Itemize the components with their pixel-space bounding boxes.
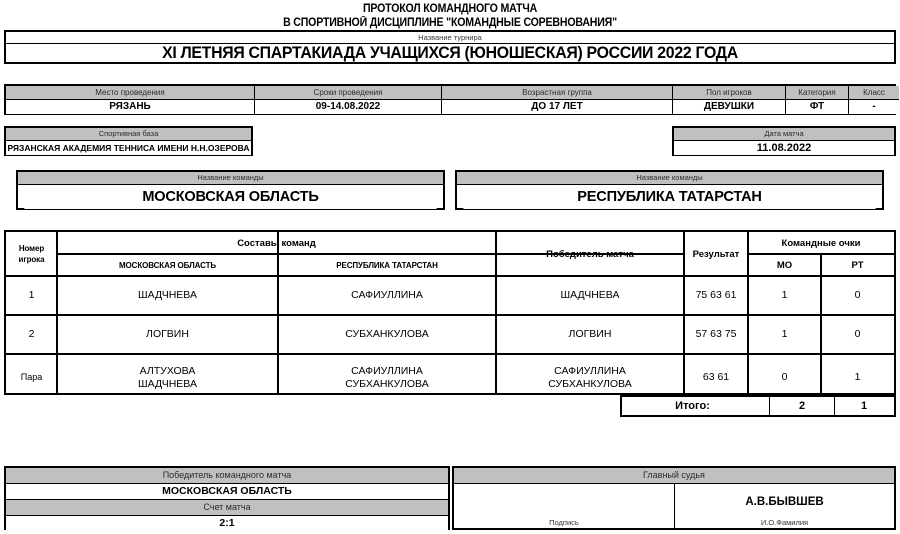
header-team-points: Командные очки bbox=[781, 237, 861, 249]
info-header-4: Пол игроков bbox=[673, 86, 785, 100]
home-team-block bbox=[16, 170, 445, 210]
header-rosters: Составы команд bbox=[237, 237, 316, 249]
venue-value: РЯЗАНСКАЯ АКАДЕМИЯ ТЕННИСА ИМЕНИ Н.Н.ОЗЕРОВА bbox=[7, 143, 250, 153]
winner-label: Победитель командного матча bbox=[6, 468, 448, 484]
row-points-away: 1 bbox=[854, 371, 861, 383]
info-column-1 bbox=[6, 86, 255, 113]
info-value-5: ФТ bbox=[786, 100, 848, 114]
home-team-label: Название команды bbox=[18, 172, 443, 185]
totals-label: Итого: bbox=[622, 397, 770, 415]
header-roster-home: МОСКОВСКАЯ ОБЛАСТЬ bbox=[118, 260, 217, 270]
match-date-block bbox=[672, 126, 896, 156]
document-title-line-1: ПРОТОКОЛ КОМАНДНОГО МАТЧА bbox=[362, 3, 538, 15]
tournament-name: XI ЛЕТНЯЯ СПАРТАКИАДА УЧАЩИХСЯ (ЮНОШЕСКАЯ) РОССИИ 2022 ГОДА bbox=[162, 44, 738, 62]
event-info-strip bbox=[4, 84, 896, 115]
referee-label: Главный судья bbox=[454, 468, 894, 484]
header-points-home: МО bbox=[776, 259, 793, 271]
row-away-player: САФИУЛЛИНА bbox=[351, 289, 423, 301]
info-value-4: ДЕВУШКИ bbox=[673, 100, 785, 114]
results-table bbox=[4, 230, 896, 395]
signature-cell bbox=[454, 484, 675, 529]
referee-block bbox=[452, 466, 896, 530]
away-team-block bbox=[455, 170, 884, 210]
match-date-label: Дата матча bbox=[674, 128, 894, 141]
referee-name: А.В.БЫВШЕВ bbox=[745, 496, 824, 508]
winner-value: МОСКОВСКАЯ ОБЛАСТЬ bbox=[6, 484, 448, 500]
match-date-value: 11.08.2022 bbox=[674, 141, 894, 155]
row-points-away: 0 bbox=[854, 328, 861, 340]
header-roster-away: РЕСПУБЛИКА ТАТАРСТАН bbox=[336, 260, 438, 270]
score-label: Счет матча bbox=[6, 500, 448, 516]
tournament-band bbox=[4, 30, 896, 64]
row-away-player: СУБХАНКУЛОВА bbox=[345, 328, 429, 340]
row-result: 57 63 75 bbox=[695, 328, 737, 340]
row-number: Пара bbox=[20, 372, 43, 382]
header-player-number: Номер игрока bbox=[18, 244, 45, 264]
info-column-2 bbox=[255, 86, 442, 113]
document-title-line-2: В СПОРТИВНОЙ ДИСЦИПЛИНЕ "КОМАНДНЫЕ СОРЕВНОВАНИЯ" bbox=[283, 17, 617, 29]
row-home-player: ЛОГВИН bbox=[146, 328, 189, 340]
row-home-player: АЛТУХОВА ШАДЧНЕВА bbox=[138, 364, 197, 390]
row-points-home: 1 bbox=[781, 328, 788, 340]
venue-label: Спортивная база bbox=[6, 128, 251, 141]
match-winner-block bbox=[4, 466, 450, 530]
away-team-label: Название команды bbox=[457, 172, 882, 185]
referee-name-label: И.О.Фамилия bbox=[760, 518, 809, 527]
row-winner: ШАДЧНЕВА bbox=[560, 289, 620, 301]
row-result: 75 63 61 bbox=[695, 289, 737, 301]
info-header-3: Возрастная группа bbox=[442, 86, 672, 100]
header-result: Результат bbox=[692, 248, 740, 260]
row-number: 2 bbox=[28, 328, 35, 340]
info-column-4 bbox=[673, 86, 786, 113]
info-value-1: РЯЗАНЬ bbox=[6, 100, 254, 114]
referee-name-cell bbox=[675, 484, 894, 529]
signature-label: Подпись bbox=[549, 518, 579, 527]
row-number: 1 bbox=[28, 289, 35, 301]
venue-block bbox=[4, 126, 253, 156]
row-points-home: 1 bbox=[781, 289, 788, 301]
info-header-6: Класс bbox=[849, 86, 899, 100]
info-header-2: Сроки проведения bbox=[255, 86, 441, 100]
info-header-5: Категория bbox=[786, 86, 848, 100]
info-column-6 bbox=[849, 86, 899, 113]
row-away-player: САФИУЛЛИНА СУБХАНКУЛОВА bbox=[345, 364, 429, 390]
referee-body bbox=[454, 484, 894, 529]
info-value-2: 09-14.08.2022 bbox=[255, 100, 441, 114]
row-winner: ЛОГВИН bbox=[568, 328, 612, 340]
header-winner: Победитель матча bbox=[546, 248, 634, 260]
row-result: 63 61 bbox=[702, 371, 730, 383]
info-value-6: - bbox=[849, 100, 899, 114]
away-team-name: РЕСПУБЛИКА ТАТАРСТАН bbox=[463, 185, 875, 209]
row-home-player: ШАДЧНЕВА bbox=[138, 289, 197, 301]
totals-row bbox=[620, 395, 896, 417]
info-value-3: ДО 17 ЛЕТ bbox=[442, 100, 672, 114]
score-value: 2:1 bbox=[6, 516, 448, 531]
row-points-home: 0 bbox=[781, 371, 788, 383]
header-points-away: РТ bbox=[851, 259, 864, 271]
totals-points-home: 2 bbox=[770, 397, 835, 415]
totals-points-away: 1 bbox=[860, 400, 868, 412]
tournament-label: Название турнира bbox=[6, 32, 894, 44]
info-column-3 bbox=[442, 86, 673, 113]
row-points-away: 0 bbox=[854, 289, 861, 301]
row-winner: САФИУЛЛИНА СУБХАНКУЛОВА bbox=[548, 364, 632, 390]
info-column-5 bbox=[786, 86, 849, 113]
info-header-1: Место проведения bbox=[6, 86, 254, 100]
home-team-name: МОСКОВСКАЯ ОБЛАСТЬ bbox=[24, 185, 436, 209]
